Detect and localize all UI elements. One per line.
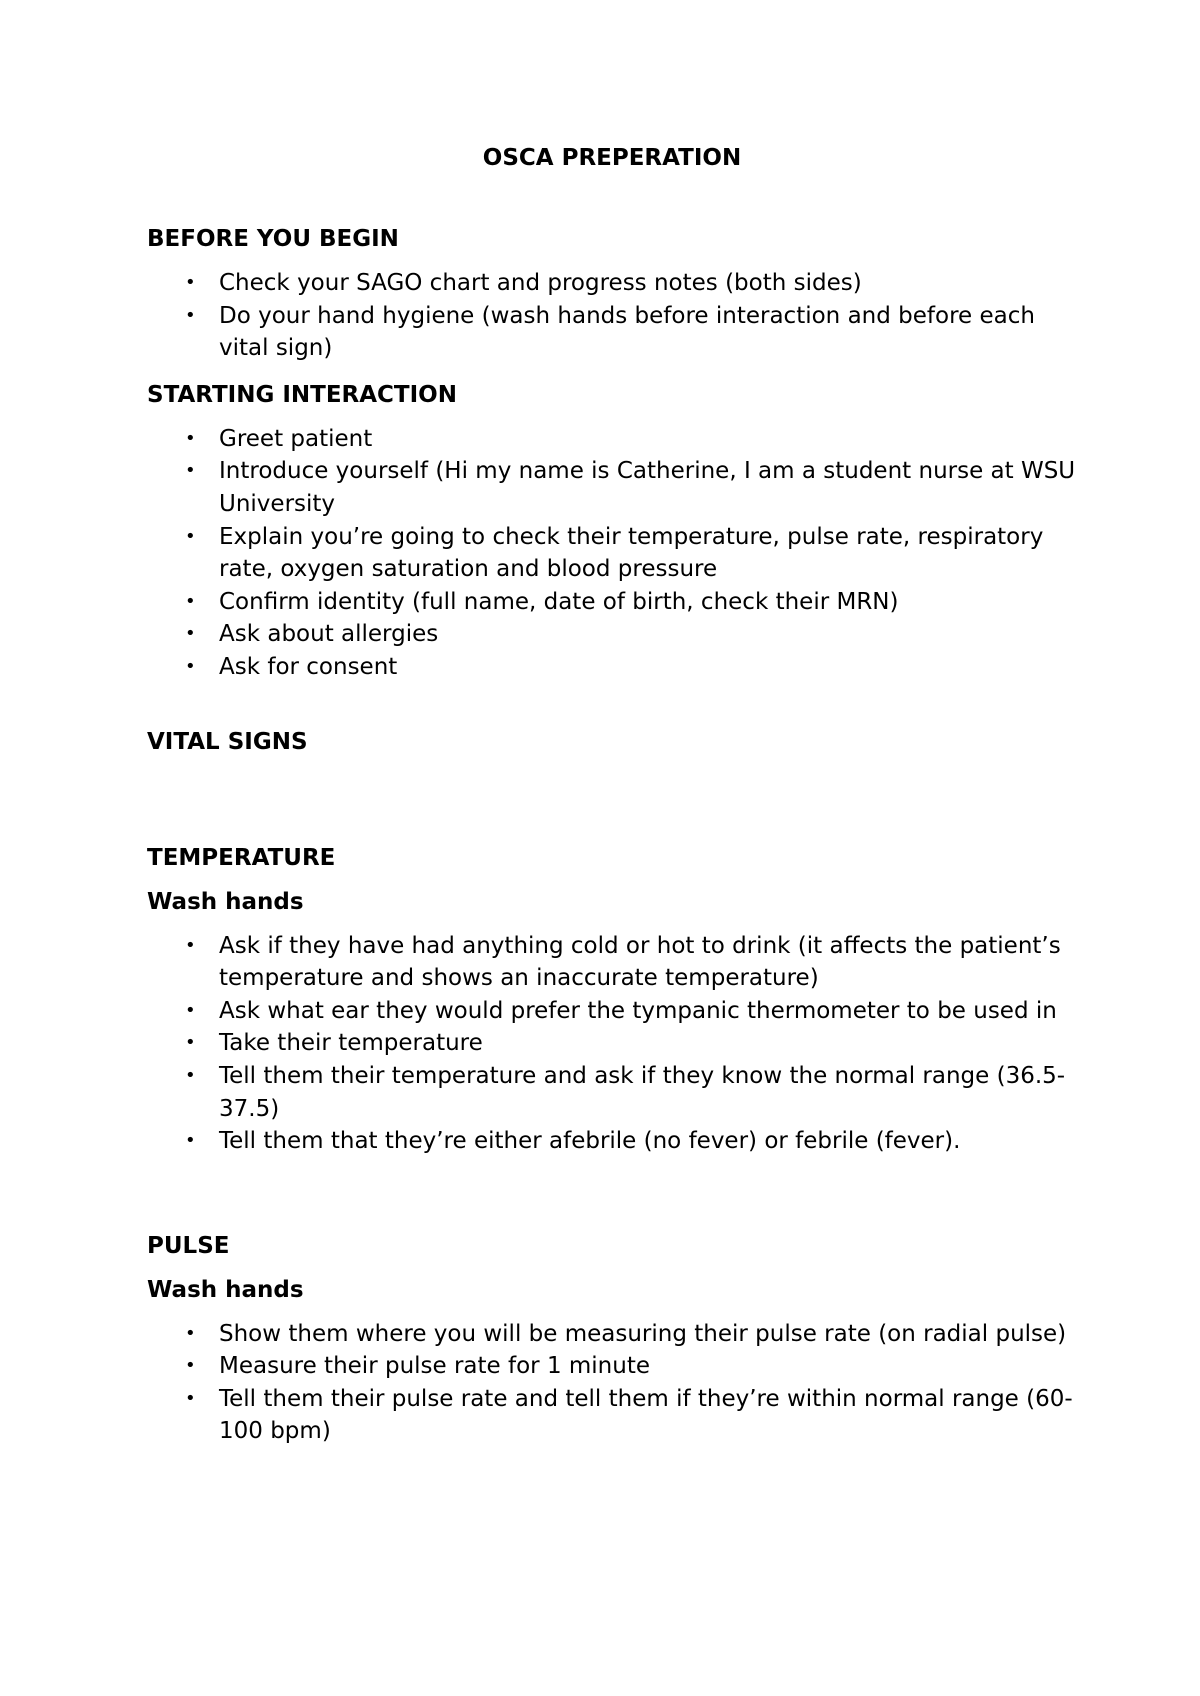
bullet-icon: • (185, 1387, 196, 1409)
section-heading-before-you-begin: BEFORE YOU BEGIN (147, 226, 399, 252)
list-item: • Tell them their temperature and ask if they know the normal range (36.5-37.5) (147, 1060, 1077, 1125)
bullet-icon: • (185, 1355, 196, 1377)
bullet-icon: • (185, 999, 196, 1021)
bullet-icon: • (185, 1064, 196, 1086)
document-content (147, 142, 1077, 1448)
subheading-wash-hands: Wash hands (147, 1276, 304, 1303)
pulse-list (147, 1318, 1077, 1448)
section-heading-temperature: TEMPERATURE (147, 844, 336, 871)
list-item: • Measure their pulse rate for 1 minute (147, 1350, 1077, 1383)
list-item: • Do your hand hygiene (wash hands before interaction and before each vital sign) (147, 300, 1077, 365)
bullet-icon: • (185, 272, 196, 293)
bullet-icon: • (185, 304, 196, 326)
list-item: • Tell them their pulse rate and tell them if they’re within normal range (60-100 bpm) (147, 1383, 1077, 1448)
bullet-icon: • (185, 427, 196, 449)
section-heading-starting-interaction: STARTING INTERACTION (147, 381, 457, 408)
starting-interaction-list (147, 423, 1077, 684)
bullet-icon: • (185, 460, 196, 482)
bullet-icon: • (185, 1130, 196, 1152)
list-item: • Show them where you will be measuring their pulse rate (on radial pulse) (147, 1318, 1077, 1351)
list-item: • Ask what ear they would prefer the tympanic thermometer to be used in (147, 995, 1077, 1028)
section-heading-vital-signs: VITAL SIGNS (147, 728, 308, 755)
bullet-icon: • (185, 590, 196, 612)
list-item: • Greet patient (147, 423, 1077, 456)
bullet-icon: • (185, 525, 196, 547)
list-item: • Explain you’re going to check their temperature, pulse rate, respiratory rate, oxygen saturation and blood pressure (147, 521, 1077, 586)
list-item: • Introduce yourself (Hi my name is Catherine, I am a student nurse at WSU University (147, 455, 1077, 520)
list-item: • Confirm identity (full name, date of birth, check their MRN) (147, 586, 1077, 619)
before-you-begin-list (147, 267, 1077, 365)
list-item: • Ask if they have had anything cold or hot to drink (it affects the patient’s temperature and shows an inaccurate temperature) (147, 930, 1077, 995)
subheading-wash-hands: Wash hands (147, 888, 304, 915)
document-title: OSCA PREPERATION (482, 145, 742, 171)
bullet-icon: • (185, 655, 196, 677)
list-item: • Check your SAGO chart and progress notes (both sides) (147, 267, 1077, 300)
bullet-icon: • (185, 623, 196, 645)
bullet-icon: • (185, 934, 196, 956)
section-heading-pulse: PULSE (147, 1232, 230, 1259)
list-item: • Take their temperature (147, 1027, 1077, 1060)
bullet-icon: • (185, 1322, 196, 1344)
bullet-icon: • (185, 1032, 196, 1054)
list-item: • Ask about allergies (147, 618, 1077, 651)
list-item: • Tell them that they’re either afebrile (no fever) or febrile (fever). (147, 1125, 1077, 1158)
temperature-list (147, 930, 1077, 1158)
list-item: • Ask for consent (147, 651, 1077, 684)
